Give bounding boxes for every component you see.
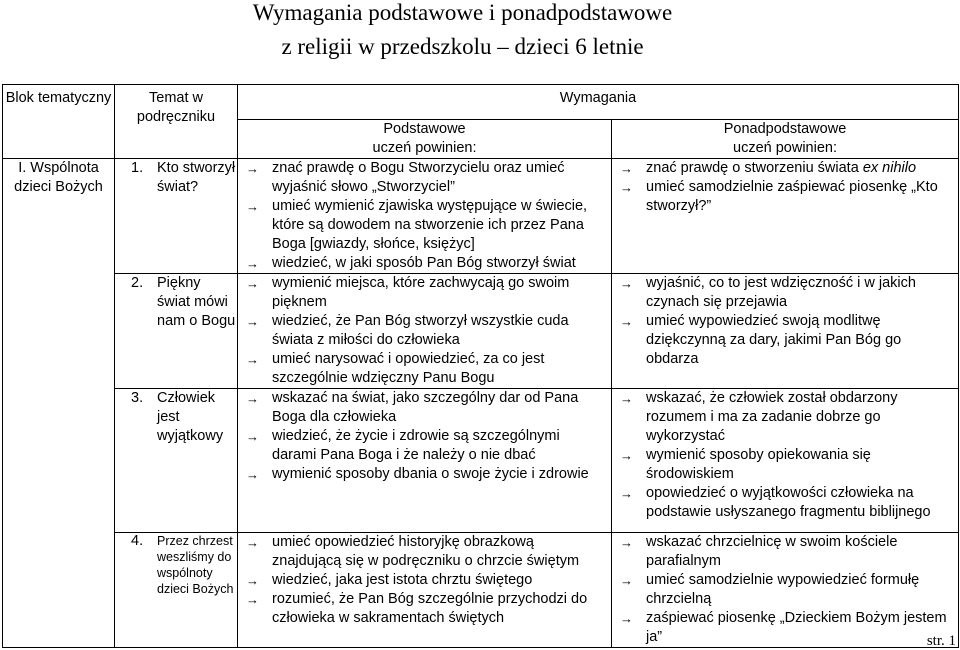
header-podstawowe: Podstawowe uczeń powinien: bbox=[238, 120, 612, 159]
list-item: → umieć wypowiedzieć swoją modlitwę dziękczynną za dary, jakimi Pan Bóg go obdarza bbox=[620, 313, 902, 367]
topic-item: 2. Piękny świat mówi nam o Bogu bbox=[131, 275, 236, 329]
arrow-icon: → bbox=[246, 276, 259, 291]
podstawowe-cell bbox=[238, 159, 612, 274]
arrow-icon: → bbox=[246, 429, 259, 444]
list-item: → wymienić miejsca, które zachwycają go swoim pięknem bbox=[246, 275, 570, 310]
arrow-icon: → bbox=[246, 352, 259, 367]
arrow-icon: → bbox=[620, 535, 633, 550]
topic-cell bbox=[115, 274, 238, 389]
list-item: → wymienić sposoby opiekowania się środowiskiem bbox=[620, 447, 871, 482]
topic-cell bbox=[115, 159, 238, 274]
list-item: → znać prawdę o stworzeniu świata ex nihilo bbox=[620, 160, 917, 176]
topic-cell bbox=[115, 533, 238, 648]
table-row bbox=[3, 533, 959, 648]
header-ponadpodstawowe: Ponadpodstawowe uczeń powinien: bbox=[612, 120, 959, 159]
arrow-icon: → bbox=[620, 314, 633, 329]
header-temat: Temat w podręczniku bbox=[115, 85, 238, 159]
podstawowe-cell bbox=[238, 533, 612, 648]
ponad-cell bbox=[612, 274, 959, 389]
arrow-icon: → bbox=[620, 573, 633, 588]
table-row bbox=[3, 389, 959, 533]
podstawowe-cell bbox=[238, 389, 612, 533]
list-item: → wyjaśnić, co to jest wdzięczność i w jakich czynach się przejawia bbox=[620, 275, 916, 310]
topic-item: 1. Kto stworzył świat? bbox=[131, 160, 236, 195]
requirements-table bbox=[2, 84, 959, 648]
arrow-icon: → bbox=[620, 391, 633, 406]
arrow-icon: → bbox=[246, 314, 259, 329]
list-item: → wiedzieć, że Pan Bóg stworzył wszystkie cuda świata z miłości do człowieka bbox=[246, 313, 569, 348]
arrow-icon: → bbox=[246, 161, 259, 176]
list-item: → wiedzieć, w jaki sposób Pan Bóg stworzył świat bbox=[246, 255, 576, 271]
table-row bbox=[3, 274, 959, 389]
arrow-icon: → bbox=[246, 256, 259, 271]
blok-cell: I. Wspólnota dzieci Bożych bbox=[3, 159, 115, 648]
table-row bbox=[3, 159, 959, 274]
arrow-icon: → bbox=[620, 448, 633, 463]
arrow-icon: → bbox=[246, 535, 259, 550]
list-item: → wiedzieć, że życie i zdrowie są szczególnymi darami Pana Boga i że należy o nie dbać bbox=[246, 428, 560, 463]
arrow-icon: → bbox=[246, 199, 259, 214]
document-title: Wymagania podstawowe i ponadpodstawowe bbox=[252, 0, 673, 25]
ponad-cell bbox=[612, 389, 959, 533]
list-item: → opowiedzieć o wyjątkowości człowieka na podstawie usłyszanego fragmentu biblijnego bbox=[620, 485, 931, 520]
topic-cell bbox=[115, 389, 238, 533]
list-item: → wymienić sposoby dbania o swoje życie i zdrowie bbox=[246, 466, 589, 482]
arrow-icon: → bbox=[620, 611, 633, 626]
list-item: → wskazać, że człowiek został obdarzony rozumem i ma za zadanie dobrze go wykorzystać bbox=[620, 390, 898, 444]
ponad-cell bbox=[612, 533, 959, 648]
document-subtitle: z religii w przedszkolu – dzieci 6 letnie bbox=[281, 34, 644, 59]
arrow-icon: → bbox=[246, 467, 259, 482]
list-item: → wskazać na świat, jako szczególny dar od Pana Boga dla człowieka bbox=[246, 390, 579, 425]
list-item: → zaśpiewać piosenkę „Dzieckiem Bożym jestem ja” bbox=[620, 610, 947, 645]
header-wymagania: Wymagania bbox=[238, 85, 959, 120]
list-item: → wskazać chrzcielnicę w swoim kościele parafialnym bbox=[620, 534, 898, 569]
list-item: → umieć samodzielnie wypowiedzieć formułę chrzcielną bbox=[620, 572, 920, 607]
topic-item: 3. Człowiek jest wyjątkowy bbox=[131, 390, 224, 444]
arrow-icon: → bbox=[620, 180, 633, 195]
list-item: → wiedzieć, jaka jest istota chrztu świętego bbox=[246, 572, 533, 588]
list-item: → rozumieć, że Pan Bóg szczególnie przychodzi do człowieka w sakramentach świętych bbox=[246, 591, 588, 626]
topic-item: 4. Przez chrzest weszliśmy do wspólnoty dzieci Bożych bbox=[131, 533, 234, 596]
list-item: → umieć samodzielnie zaśpiewać piosenkę „Kto stworzył?” bbox=[620, 179, 938, 214]
ponad-cell bbox=[612, 159, 959, 274]
arrow-icon: → bbox=[620, 161, 633, 176]
page-number: str. 1 bbox=[926, 633, 956, 649]
arrow-icon: → bbox=[246, 573, 259, 588]
arrow-icon: → bbox=[620, 276, 633, 291]
header-blok: Blok tematyczny bbox=[3, 85, 115, 159]
arrow-icon: → bbox=[246, 391, 259, 406]
arrow-icon: → bbox=[620, 486, 633, 501]
list-item: → umieć opowiedzieć historyjkę obrazkową znajdującą się w podręczniku o chrzcie świętym bbox=[246, 534, 580, 569]
list-item: → umieć wymienić zjawiska występujące w świecie, które są dowodem na stworzenie ich przez Pana Boga [gwiazdy, słońce, księżyc] bbox=[246, 198, 588, 252]
list-item: → umieć narysować i opowiedzieć, za co jest szczególnie wdzięczny Panu Bogu bbox=[246, 351, 545, 386]
list-item: → znać prawdę o Bogu Stworzycielu oraz umieć wyjaśnić słowo „Stworzyciel” bbox=[246, 160, 565, 195]
arrow-icon: → bbox=[246, 592, 259, 607]
podstawowe-cell bbox=[238, 274, 612, 389]
